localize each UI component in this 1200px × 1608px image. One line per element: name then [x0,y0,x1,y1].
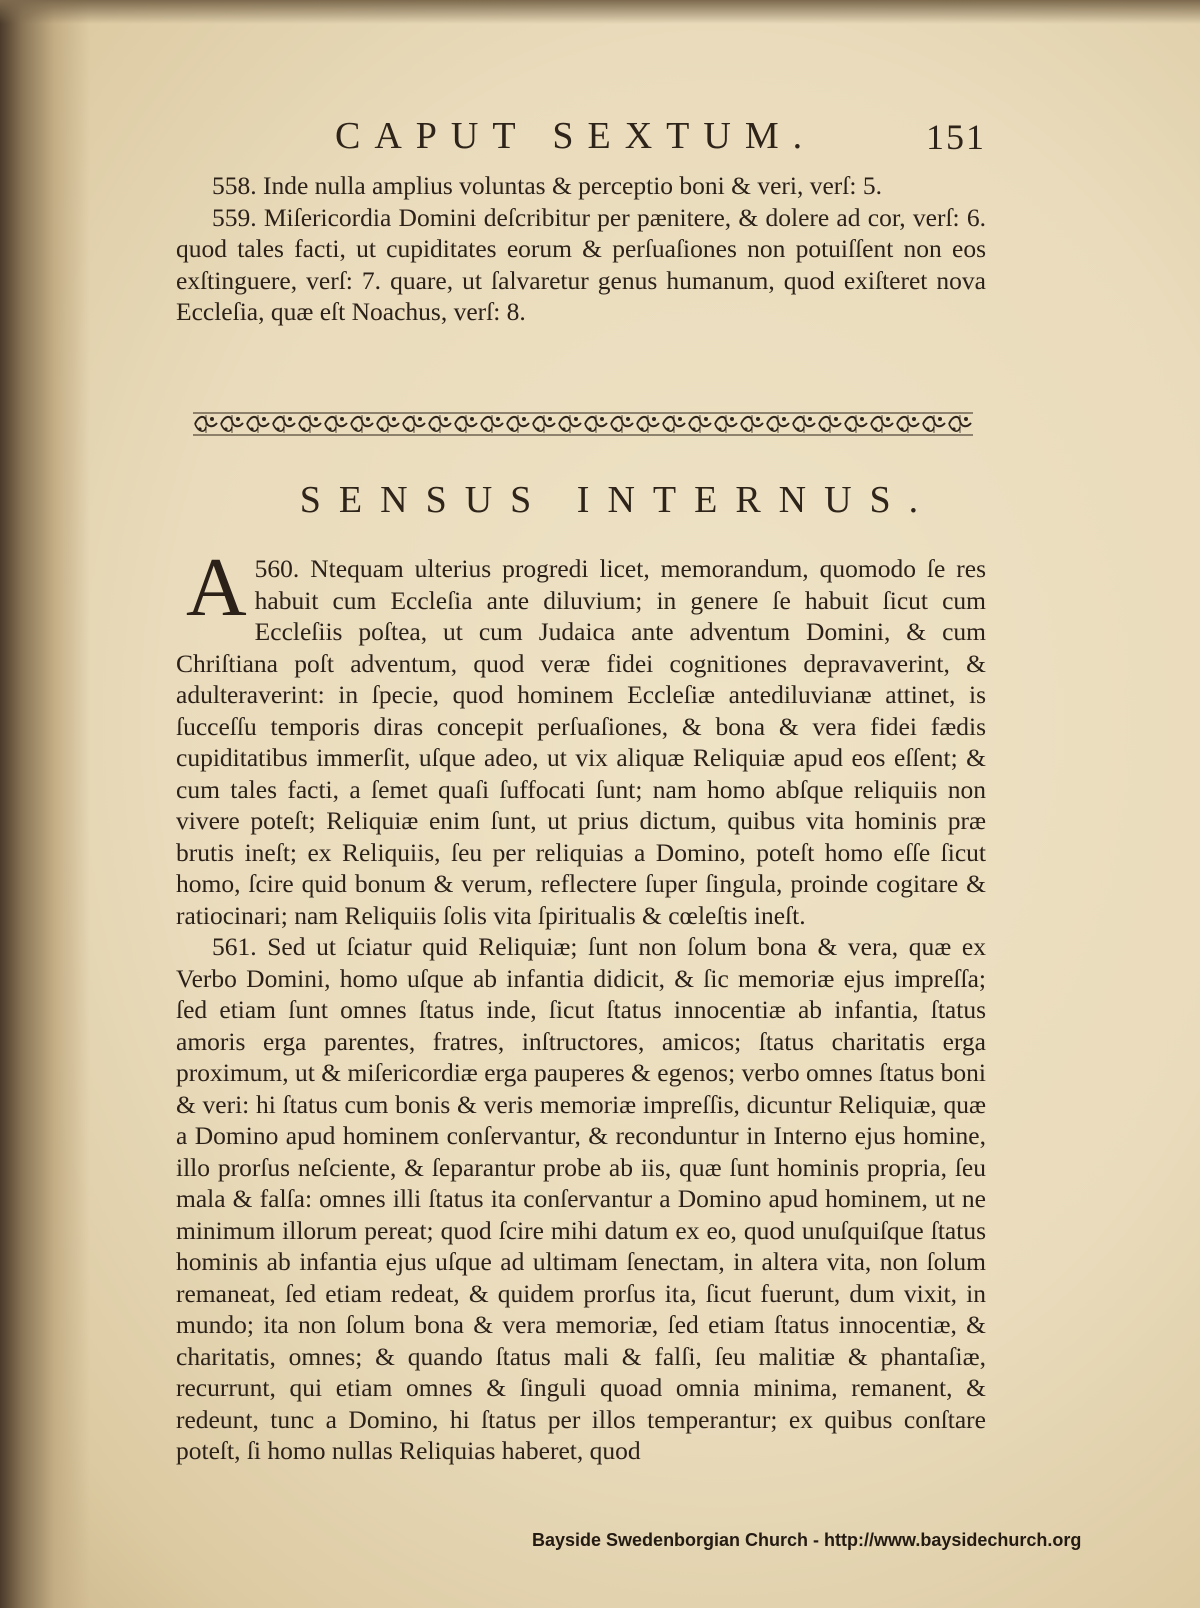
ornamental-divider [193,412,973,436]
page-number: 151 [926,117,986,157]
main-text-block [176,541,986,1467]
verse-summary-block [176,170,986,328]
footer-credit: Bayside Swedenborgian Church - http://www.baysidechurch.org [532,1530,1082,1550]
section-title: SENSUS INTERNUS. [299,479,937,521]
paragraph-560 [176,541,986,931]
running-title: CAPUT SEXTUM. [335,115,817,157]
paragraph-559: 559. Miſericordia Domini deſcribitur per pænitere, & dolere ad cor, verſ: 6. quod tales facti, ut cupiditates eorum & perſuaſiones non potuiſſent non eos exſtinguere, verſ: 7. quare, ut ſalvaretur genus humanum, quod exiſteret nova Eccleſia, quæ eſt Noachus, verſ: 8. [176,202,986,326]
top-edge-shadow [0,0,1200,24]
drop-cap: A [186,541,247,634]
paragraph-558: 558. Inde nulla amplius voluntas & perceptio boni & veri, verſ: 5. [212,171,882,200]
page-header [140,112,990,162]
paragraph-560-number: 560. [254,554,300,583]
paragraph-561: 561. Sed ut ſciatur quid Reliquiæ; ſunt non ſolum bona & vera, quæ ex Verbo Domini, homo uſque ab infantia didicit, & ſic memoriæ ejus impreſſa; ſed etiam ſunt omnes ſtatus inde, ſicut ſtatus innocentiæ ab infantia, ſtatus amoris erga parentes, fratres, inſtructores, amicos; ſtatus charitatis erga proximum, ut & miſericordiæ erga pauperes & egenos; verbo omnes ſtatus boni & veri: hi ſtatus cum bonis & veris memoriæ impreſſis, dicuntur Reliquiæ, quæ a Domino apud hominem conſervantur, & reconduntur in Interno ejus homine, illo prorſus neſciente, & ſeparantur probe ab iis, quæ ſunt hominis propria, ſeu mala & falſa: omnes illi ſtatus ita conſervantur a Domino apud hominem, ut ne minimum illorum pereat; quod ſcire mihi datum ex eo, quod unuſquiſque ſtatus hominis ab infantia ejus uſque ad ultimam ſenectam, in altera vita, non ſolum remaneat, ſed etiam redeat, & quidem prorſus ita, ſicut fuerunt, dum vixit, in mundo; ita non ſolum bona & vera memoriæ, ſed etiam ſtatus innocentiæ, & charitatis, omnes; & quando ſtatus mali & falſi, ſeu malitiæ & phantaſiæ, recurrunt, qui etiam omnes & ſinguli quoad omnia minima, remanent, & redeunt, tunc a Domino, hi ſtatus per illos temperantur; ex quibus conſtare poteſt, ſi homo nullas Reliquias haberet, quod [176,932,986,1465]
binding-shadow [0,0,90,1608]
paragraph-560-text: Ntequam ulterius progredi licet, memorandum, quomodo ſe res habuit cum Eccleſia ante diluvium; in genere ſe habuit ſicut cum Eccleſiis poſtea, ut cum Judaica ante adventum Domini, & cum Chriſtiana poſt adventum, quod veræ fidei cognitiones depravaverint, & adulteraverint: in ſpecie, quod hominem Eccleſiæ antediluvianæ attinet, is ſucceſſu temporis diras concepit perſuaſiones, & bona & vera fidei fædis cupiditatibus immerſit, uſque adeo, ut vix aliquæ Reliquiæ apud eos eſſent; & cum tales facti, a ſemet quaſi ſuffocati ſunt; nam homo abſque reliquiis non vivere poteſt; Reliquiæ enim ſunt, ut prius dictum, quibus vita hominis præ brutis ineſt; ex Reliquiis, ſeu per reliquias a Domino, poteſt homo eſſe ſicut homo, ſcire quid bonum & verum, reflectere ſuper ſingula, proinde cogitare & ratiocinari; nam Reliquiis ſolis vita ſpiritualis & cœleſtis ineſt. [176,554,986,930]
